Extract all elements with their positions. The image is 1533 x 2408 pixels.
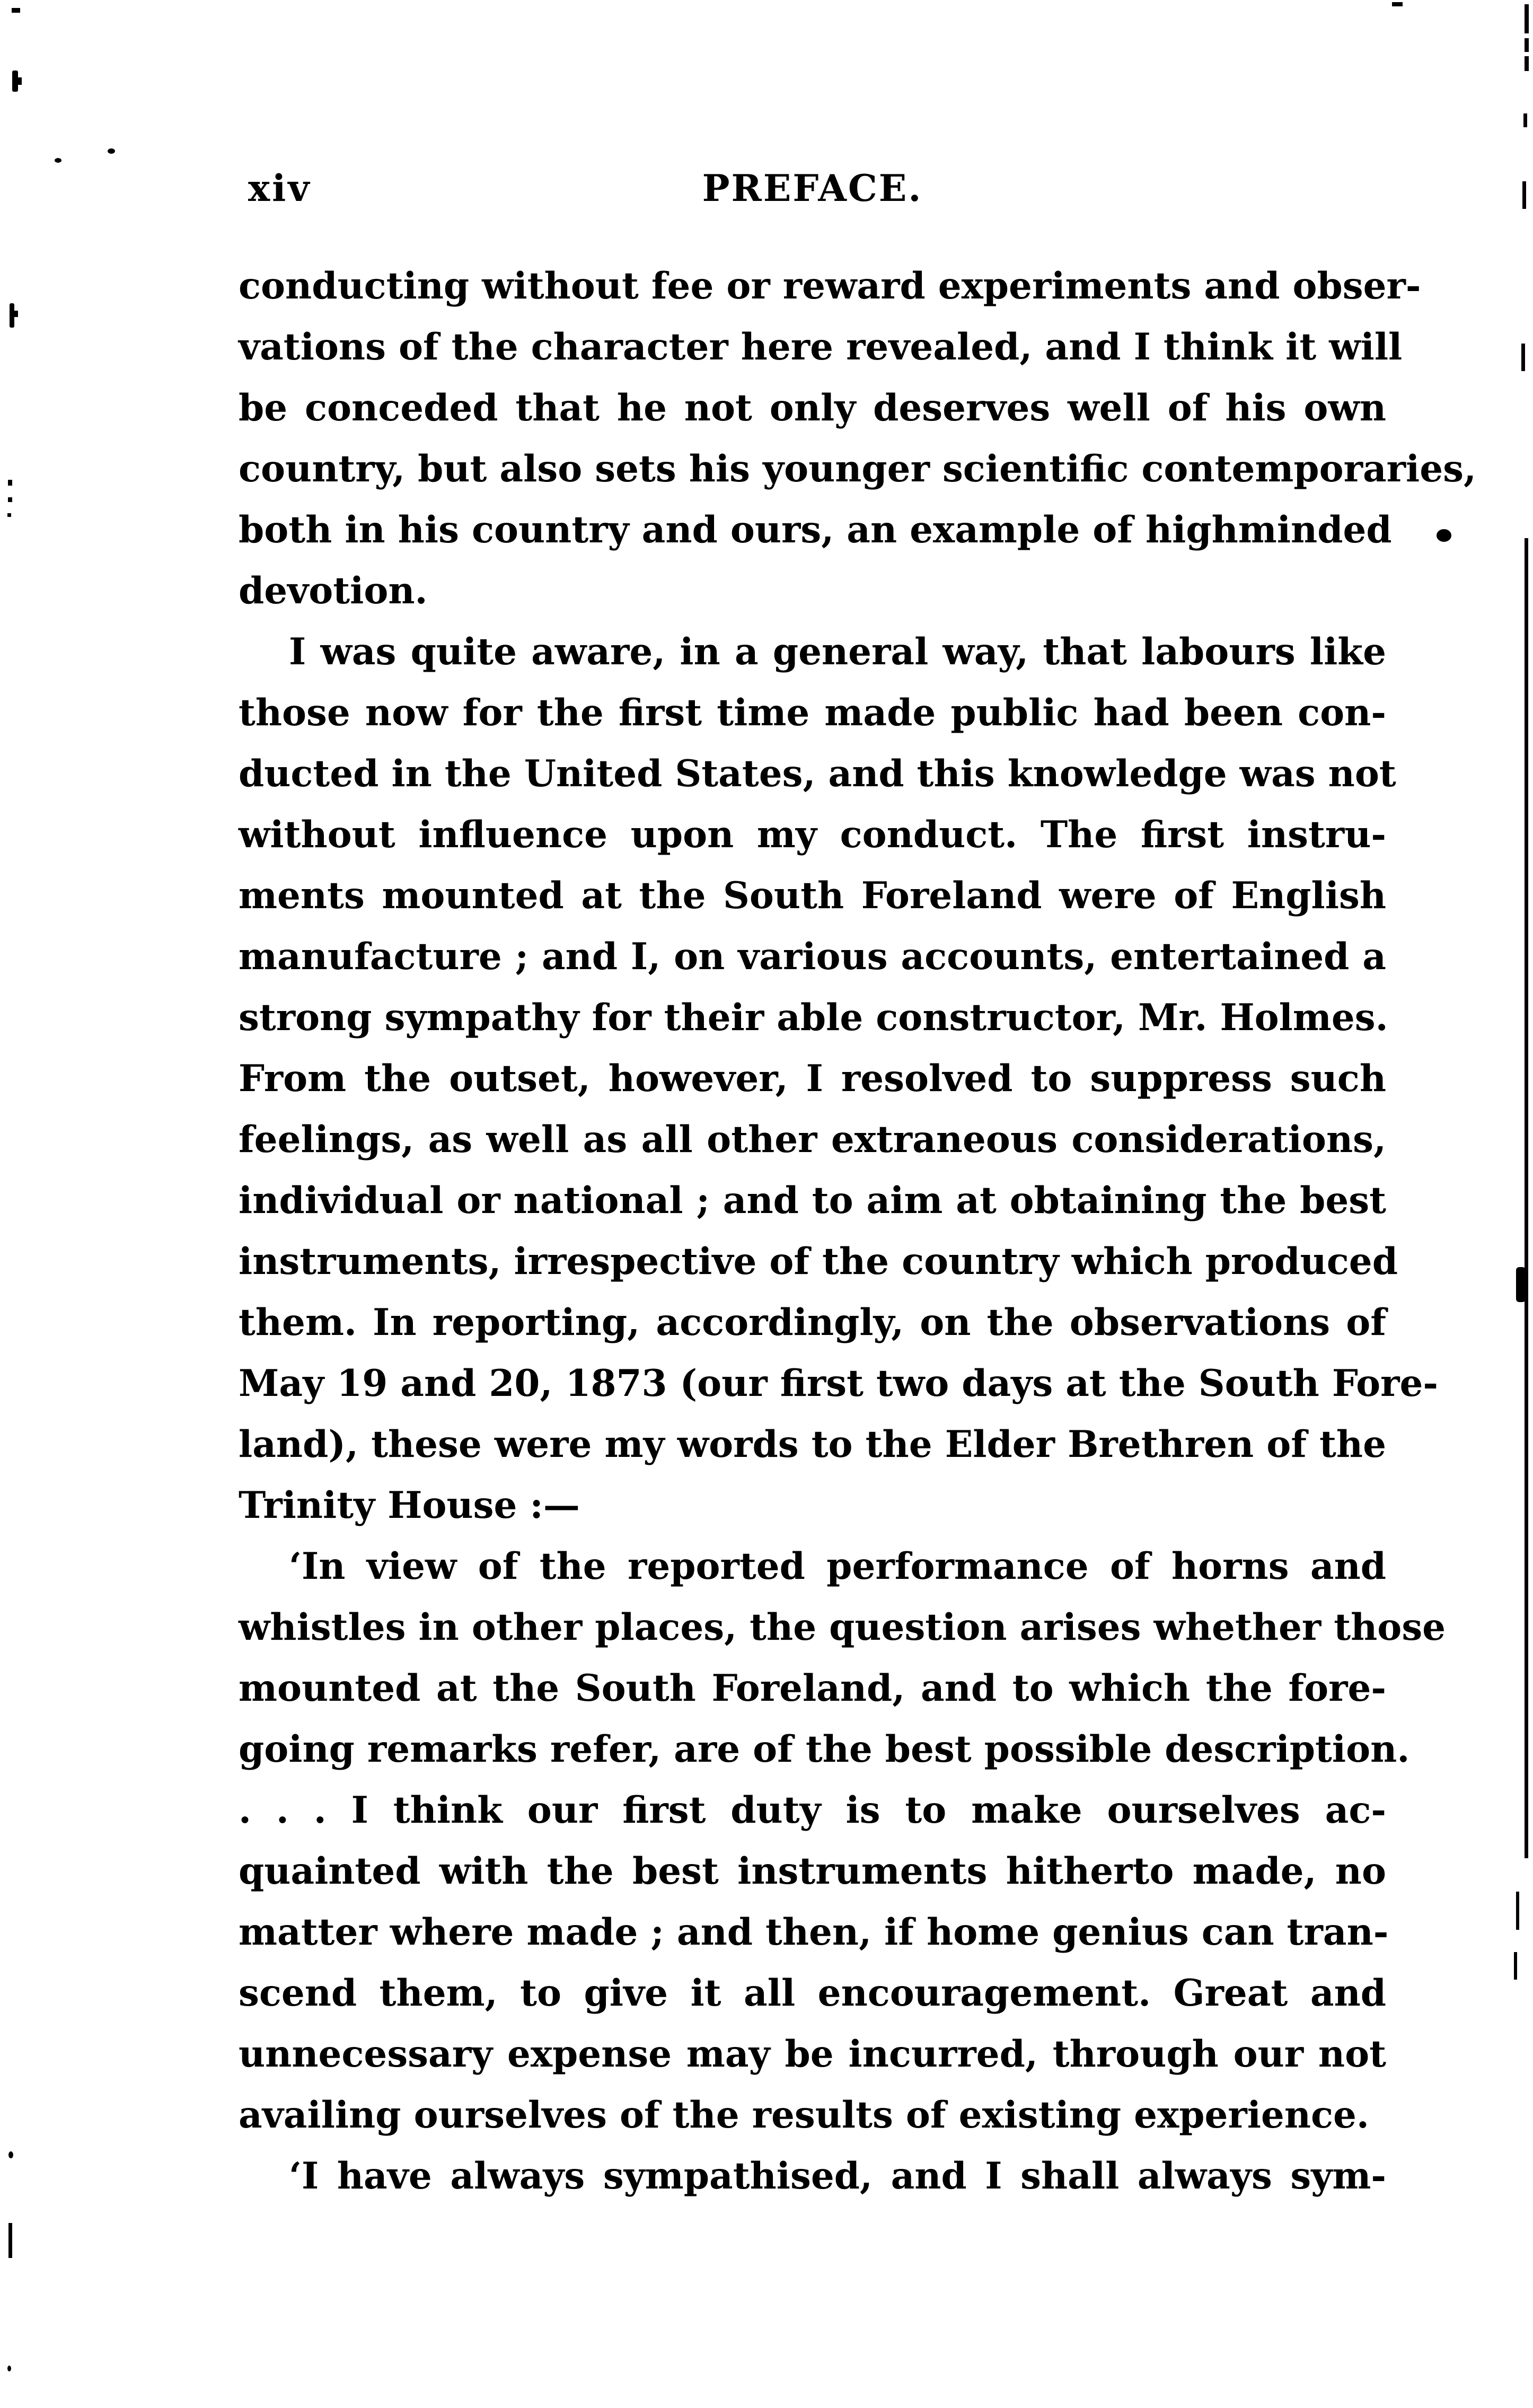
text-block [239,256,1477,2207]
scan-artifact-right-dash-4 [1523,113,1527,127]
scan-artifact-left-bracket-1b [17,77,22,85]
text-line: without influence upon my conduct. The first instru- [239,813,1386,856]
page-number: xiv [248,167,312,210]
scan-artifact-left-bottom-dash [8,2223,12,2258]
text-line: I was quite aware, in a general way, that labours like [289,630,1386,673]
scan-artifact-right-line-blob [1516,1267,1526,1302]
scan-artifact-right-long-line [1525,538,1528,1858]
text-line: May 19 and 20, 1873 (our first two days at the South Fore- [239,1362,1438,1405]
scan-artifact-left-bracket-2b [14,311,18,317]
text-line: strong sympathy for their able constructor, Mr. Holmes. [239,996,1388,1039]
scan-artifact-right-big-dot [1437,529,1451,542]
text-line: . . . I think our first duty is to make ourselves ac- [239,1789,1386,1832]
text-line: mounted at the South Foreland, and to which the fore- [239,1667,1386,1710]
text-line: whistles in other places, the question arises whether those [239,1606,1446,1649]
text-line: country, but also sets his younger scientific contemporaries, [239,447,1477,490]
text-line: be conceded that he not only deserves well of his own [239,386,1386,429]
text-line: going remarks refer, are of the best possible description. [239,1728,1410,1771]
scan-artifact-right-dash-7 [1516,1892,1519,1930]
text-line: ‘I have always sympathised, and I shall always sym- [289,2155,1386,2198]
page-header [239,158,1386,219]
scan-artifact-right-dash-5 [1522,181,1526,209]
text-line: unnecessary expense may be incurred, through our not [239,2033,1386,2076]
scan-artifact-left-colon-2 [8,497,12,502]
text-line: ducted in the United States, and this knowledge was not [239,752,1396,795]
text-line: ments mounted at the South Foreland were of English [239,874,1386,917]
scan-artifact-dot-b [108,148,115,154]
text-line: scend them, to give it all encouragement. Great and [239,1972,1386,2015]
page-title: PREFACE. [702,167,923,210]
text-line: feelings, as well as all other extraneous considerations, [239,1118,1386,1161]
text-line: devotion. [239,569,428,612]
text-line: conducting without fee or reward experiments and obser- [239,265,1421,307]
scan-artifact-right-dash-3 [1525,56,1529,71]
scan-artifact-dot-a [55,158,61,163]
scan-artifact-left-colon-3 [7,513,11,517]
scan-artifact-left-colon-1 [8,480,12,486]
text-line: manufacture ; and I, on various accounts, entertained a [239,935,1386,978]
scan-artifact-left-bottom-dot-2 [7,2366,11,2371]
text-line: them. In reporting, accordingly, on the observations of [239,1301,1386,1344]
text-line: From the outset, however, I resolved to suppress such [239,1057,1386,1100]
scan-artifact-left-bottom-dot-1 [8,2151,13,2158]
scan-artifact-top-right-dash [1392,2,1403,6]
text-line: instruments, irrespective of the country which produced [239,1240,1398,1283]
text-line: availing ourselves of the results of existing experience. [239,2094,1369,2137]
text-line: ‘In view of the reported performance of horns and [289,1545,1386,1588]
text-line: quainted with the best instruments hitherto made, no [239,1850,1386,1893]
scan-artifact-right-dash-6 [1521,344,1525,371]
text-line: land), these were my words to the Elder Brethren of the [239,1423,1386,1466]
text-line: individual or national ; and to aim at obtaining the best [239,1179,1386,1222]
text-line: matter where made ; and then, if home genius can tran- [239,1911,1389,1954]
text-line: Trinity House :— [239,1484,580,1527]
text-line: both in his country and ours, an example of highminded [239,508,1392,551]
scan-artifact-top-left-dash [12,8,20,13]
text-line: vations of the character here revealed, and I think it will [239,326,1403,368]
text-line: those now for the first time made public had been con- [239,691,1386,734]
scan-artifact-right-dash-2 [1525,38,1529,52]
scan-artifact-right-dash-8 [1514,1952,1517,1980]
scan-artifact-right-dash-1 [1525,4,1529,33]
